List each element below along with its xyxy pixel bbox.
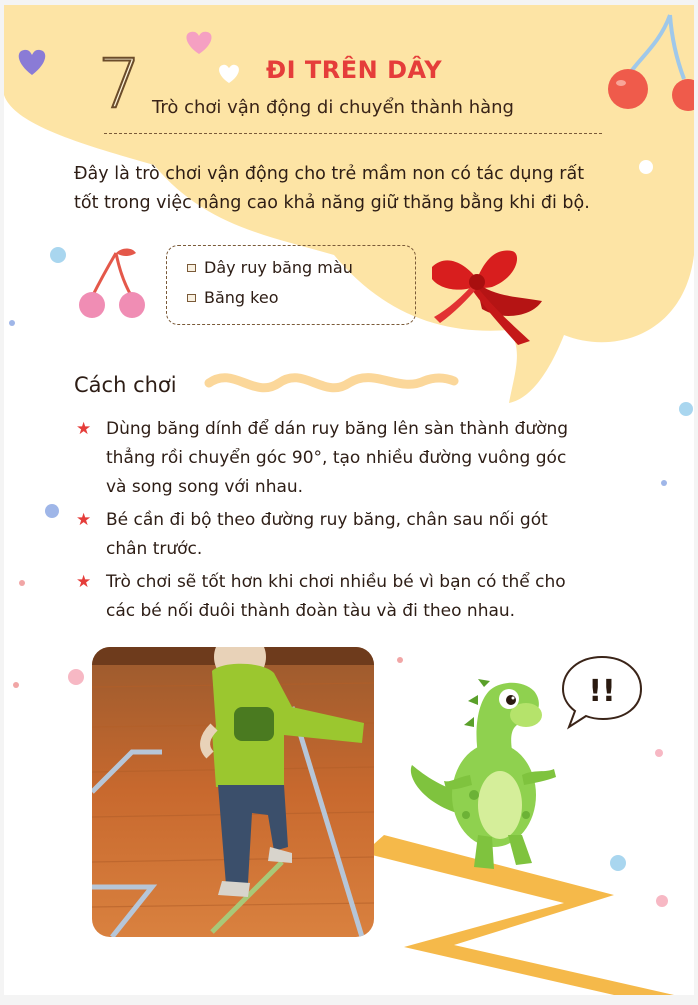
step-line: các bé nối đuôi thành đoàn tàu và đi theo nhau.	[106, 601, 516, 621]
bullet-icon	[187, 264, 196, 272]
step-item	[76, 568, 636, 626]
divider	[104, 133, 602, 134]
lesson-title: ĐI TRÊN DÂY	[266, 56, 443, 84]
star-icon: ★	[76, 510, 92, 530]
heart-icon	[14, 45, 50, 79]
dinosaur-icon	[404, 665, 574, 875]
bullet-icon	[187, 294, 196, 302]
material-label: Dây ruy băng màu	[204, 258, 353, 277]
material-label: Băng keo	[204, 288, 279, 307]
heart-icon	[181, 27, 217, 57]
intro-line: tốt trong việc nâng cao khả năng giữ thăng bằng khi đi bộ.	[74, 193, 590, 213]
cherry-icon	[600, 13, 694, 113]
step-item	[76, 506, 636, 564]
step-item	[76, 415, 636, 502]
photo-image	[92, 647, 374, 937]
bubble-text: !!	[588, 674, 616, 709]
material-item	[187, 288, 279, 307]
step-line: và song song với nhau.	[106, 477, 304, 497]
materials-box	[166, 245, 416, 325]
intro-line: Đây là trò chơi vận động cho trẻ mầm non có tác dụng rất	[74, 164, 585, 184]
step-line: Trò chơi sẽ tốt hơn khi chơi nhiều bé vì bạn có thể cho	[106, 572, 566, 592]
ribbon-icon	[422, 237, 552, 347]
material-item	[187, 258, 353, 277]
photo-child-walking	[92, 647, 374, 937]
step-line: chân trước.	[106, 539, 203, 559]
lesson-number: 7	[98, 45, 142, 124]
steps-list	[76, 415, 636, 630]
heart-icon	[214, 61, 244, 85]
section-title: Cách chơi	[74, 373, 177, 397]
step-line: Dùng băng dính để dán ruy băng lên sàn thành đường	[106, 419, 569, 439]
cherry-icon	[76, 245, 152, 321]
intro-paragraph	[74, 160, 664, 218]
star-icon: ★	[76, 419, 92, 439]
step-line: thẳng rồi chuyển góc 90°, tạo nhiều đường vuông góc	[106, 448, 567, 468]
lesson-subtitle: Trò chơi vận động di chuyển thành hàng	[152, 97, 514, 118]
step-line: Bé cần đi bộ theo đường ruy băng, chân sau nối gót	[106, 510, 548, 530]
page	[4, 5, 694, 995]
star-icon: ★	[76, 572, 92, 592]
